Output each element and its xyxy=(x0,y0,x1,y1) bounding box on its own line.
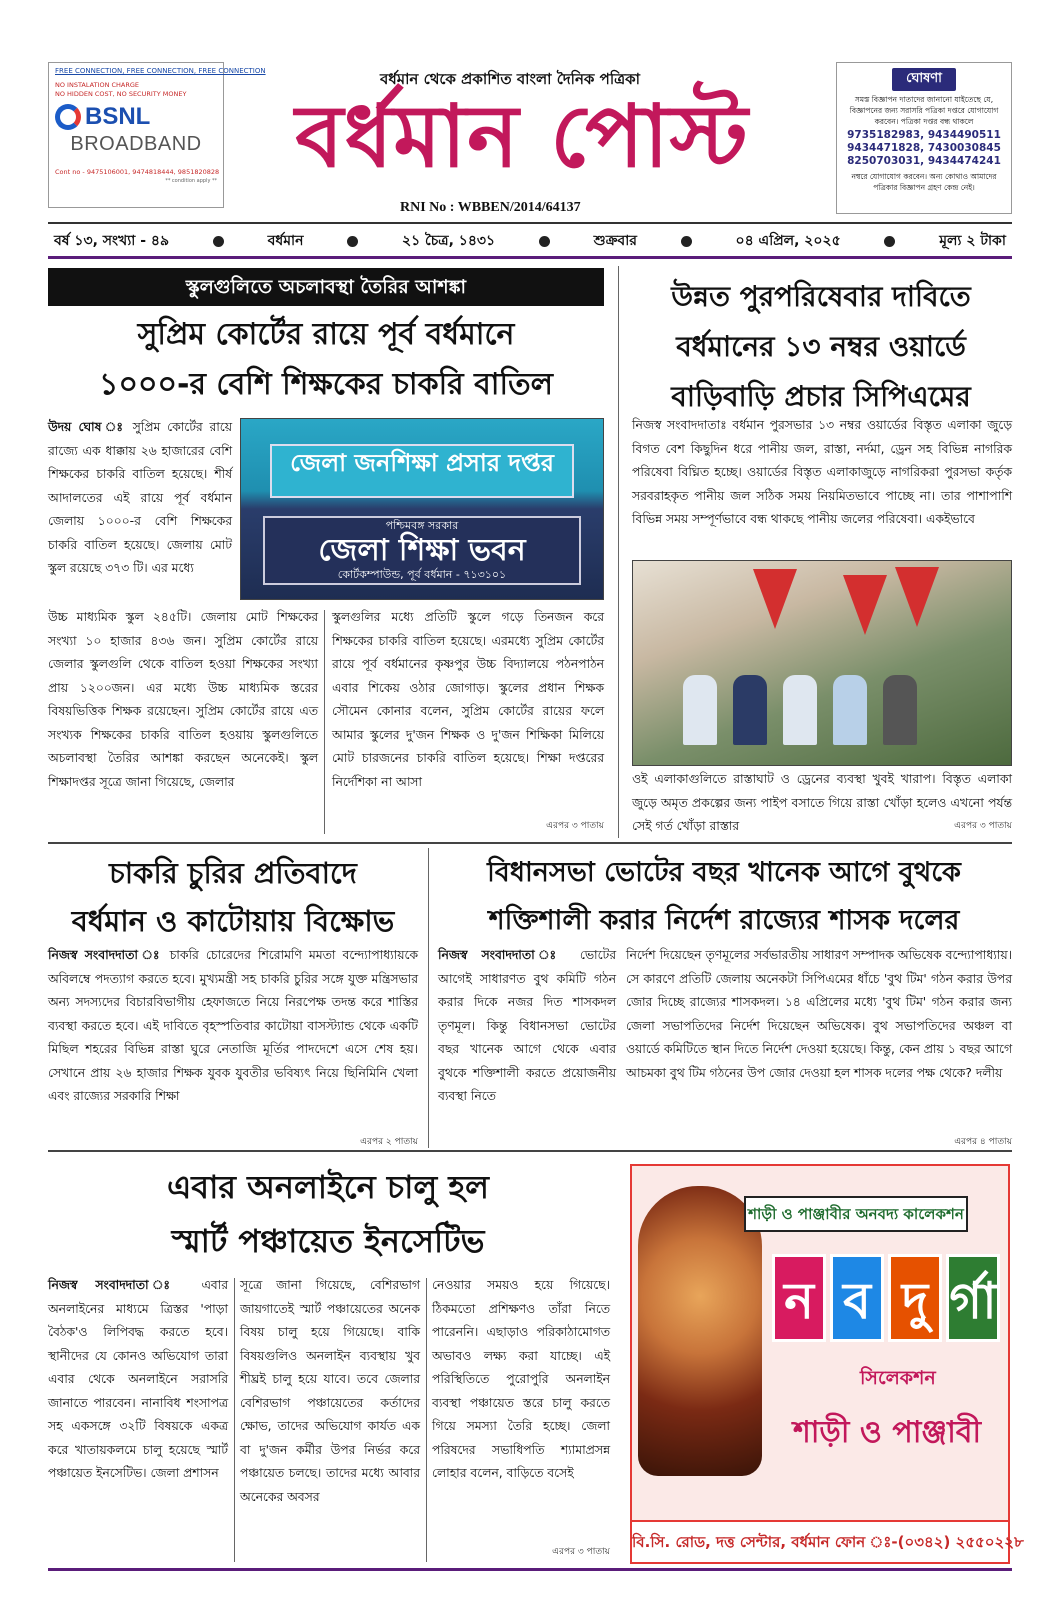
brand-letter: র্গা xyxy=(946,1254,1000,1342)
city: বর্ধমান xyxy=(267,233,304,249)
photo-sign-2-main: জেলা শিক্ষা ভবন xyxy=(318,533,526,569)
story5-col1-text: এবার অনলাইনের মাধ্যমে ত্রিস্তর 'পাড়া বৈঠক'ও লিপিবদ্ধ করতে হবে। স্থানীদের যে কোনও অভিযোগ তারা এবার থেকে অনলাইনে সরাসরি জানাতে পারবেন। নানাবিধ শংসাপত্র সহ একসঙ্গে ৩২টি বিষয়কে একত্র করে খাতায়কলমে চালু হয়েছে স্মার্ট পঞ্চায়েত ইনসেটিভ। জেলা প্রশাসন xyxy=(48,1278,228,1480)
bullet-icon xyxy=(539,236,550,247)
photo-sign-2-bottom: কোর্টকম্পাউন্ড, পূর্ব বর্ধমান - ৭১৩১০১ xyxy=(337,568,507,582)
story1-col1: উচ্চ মাধ্যমিক স্কুল ২৪৫টি। জেলায় মোট শিক্ষকের সংখ্যা ১০ হাজার ৪৩৬ জন। সুপ্রিম কোর্টের রায়ে জেলার স্কুলগুলি থেকে বাতিল হওয়া শিক্ষকের সংখ্যা প্রায় ১২০০জন। এর মধ্যে উচ্চ মাধ্যমিক স্তরের বিষয়ভিত্তিক শিক্ষক রয়েছেন। সুপ্রিম কোর্টের রায়ে এত সংখ্যক শিক্ষকের চাকরি বাতিল হওয়ায় স্কুলগুলিতে অচলাবস্থা তৈরির আশঙ্কা করছেন অনেকেই। স্কুল শিক্ষাদপ্তর সূত্রে জানা গিয়েছে, জেলার xyxy=(48,610,318,789)
story1-byline: উদয় ঘোষ ঃ xyxy=(48,420,126,434)
column-divider xyxy=(324,610,325,834)
issue-number: বর্ষ ১৩, সংখ্যা - ৪৯ xyxy=(54,233,170,249)
story1-photo xyxy=(240,418,604,600)
saree-ad xyxy=(630,1164,1024,1564)
story2-tail: ওই এলাকাগুলিতে রাস্তাঘাট ও ড্রেনের ব্যবস্থা খুবই খারাপ। বিস্তৃত এলাকা জুড়ে অমৃত প্রকল্পের জন্য পাইপ বসাতে গিয়ে রাস্তা খোঁড়া হলেও এখনো পর্যন্ত সেই গর্ত খোঁড়া রাস্তার xyxy=(632,772,1012,833)
section-divider xyxy=(428,848,429,1148)
newspaper-name: বর্ধমান পোস্ট xyxy=(295,87,749,187)
person-figure xyxy=(833,675,867,745)
brand-letter: ন xyxy=(772,1254,826,1342)
story2-lead: নিজস্ব সংবাদদাতাঃ বর্ধমান পুরসভার ১৩ নম্বর ওয়ার্ডের বিস্তৃত এলাকা জুড়ে বিগত বেশ কিছুদিন ধরে পানীয় জল, রাস্তা, নর্দমা, ড্রেন সহ বিভিন্ন নাগরিক পরিষেবা বিঘ্নিত হচ্ছে। ওয়ার্ডের বিস্তৃত এলাকাজুড়ে নাগরিকরা পুরসভা কর্তৃক সরবরাহকৃত পানীয় জল সঠিক সময় নিয়মিতভাবে পাচ্ছে না। তার পাশাপাশি বিভিন্ন সময় সম্পূর্ণভাবে বন্ধ থাকছে পানীয় জলের পরিষেবা। একইভাবে xyxy=(632,418,1012,526)
story2-headline-3: বাড়িবাড়ি প্রচার সিপিএমের xyxy=(671,380,971,413)
bsnl-logo xyxy=(55,103,217,131)
story4-col1 xyxy=(438,944,616,1144)
masthead-tagline: বর্ধমান থেকে প্রকাশিত বাংলা দৈনিক পত্রিকা xyxy=(380,70,640,88)
section-rule xyxy=(48,1150,1012,1152)
bullet-icon xyxy=(884,236,895,247)
story1-headline-1: সুপ্রিম কোর্টের রায়ে পূর্ব বর্ধমানে xyxy=(137,317,515,352)
story5-headline-1: এবার অনলাইনে চালু হল xyxy=(166,1168,490,1206)
story4-byline: নিজস্ব সংবাদদাতা ঃ xyxy=(438,948,567,962)
bsnl-swirl-icon xyxy=(55,104,81,130)
story5-col1 xyxy=(48,1274,228,1564)
rni-number: RNI No : WBBEN/2014/64137 xyxy=(400,200,581,215)
story2-photo xyxy=(632,560,1012,766)
ad-address: বি.সি. রোড, দত্ত সেন্টার, বর্ধমান ফোন ঃ-(০৩৪২) ২৫৫০২২৮ xyxy=(632,1520,1008,1562)
story4-continued: এরপর ৪ পাতায় xyxy=(954,1137,1012,1147)
story2-continued: এরপর ৩ পাতায় xyxy=(954,821,1012,831)
masthead-rule xyxy=(48,222,1012,224)
person-figure xyxy=(683,675,717,745)
person-figure xyxy=(783,675,817,745)
notice-phone-1: 9735182983, 9434490511 xyxy=(847,129,1001,141)
story1-kicker: স্কুলগুলিতে অচলাবস্থা তৈরির আশঙ্কা xyxy=(48,268,604,306)
notice-phone-2: 9434471828, 7430030845 xyxy=(847,142,1001,154)
story1-continued: এরপর ৩ পাতায় xyxy=(546,821,604,831)
price: মূল্য ২ টাকা xyxy=(939,233,1006,249)
bengali-date: ২১ চৈত্র, ১৪৩১ xyxy=(402,233,496,249)
bsnl-ad xyxy=(48,62,266,208)
column-divider xyxy=(426,1278,427,1562)
story5-headline-2: স্মার্ট পঞ্চায়েত ইনসেটিভ xyxy=(171,1222,485,1260)
bullet-icon xyxy=(681,236,692,247)
brand-letters xyxy=(772,1254,1000,1342)
ad-line1: NO INSTALATION CHARGE xyxy=(55,81,140,89)
broadband-label: BROADBAND xyxy=(70,133,202,155)
ad-condition: ** condition apply ** xyxy=(165,178,217,184)
person-figure xyxy=(883,675,917,745)
story5-col3: নেওয়ার সময়ও হয়ে গিয়েছে। ঠিকমতো প্রশিক্ষণও তাঁরা নিতে পারেননি। এছাড়াও পরিকাঠামোগত অভাবও লক্ষ্য করা যাচ্ছে। এই পরিস্থিতিতে পুরোপুরি অনলাইন ব্যবস্থা পঞ্চায়েত স্তরে চালু করতে গিয়ে সমস্যা তৈরি হচ্ছে। জেলা পরিষদের সভাধিপতি শ্যামাপ্রসন্ন লোহার বলেন, বাড়িতে বসেই xyxy=(432,1278,610,1480)
story1-col2: স্কুলগুলির মধ্যে প্রতিটি স্কুলে গড়ে তিনজন করে শিক্ষকের চাকরি বাতিল হয়েছে। এরমধ্যে সুপ্রিম কোর্টের রায়ে পূর্ব বর্ধমানের কৃষ্ণপুর উচ্চ বিদ্যালয়ে পঠনপাঠন এবার শিকেয় ওঠার জোগাড়। স্কুলের প্রধান শিক্ষক সৌমেন কোনার বলেন, সুপ্রিম কোর্টের রায়ের ফলে আমার স্কুলের দু'জন শিক্ষক ও দু'জন শিক্ষিকা মিলিয়ে মোট চারজনের চাকরি বাতিল হয়েছে। শিক্ষা দপ্তরের নির্দেশিকা না আসা xyxy=(332,610,604,789)
date-bar xyxy=(48,228,1012,254)
story2-headline-1: উন্নত পুরপরিষেবার দাবিতে xyxy=(671,280,971,313)
section-divider xyxy=(618,266,619,838)
notice-heading: ঘোষণা xyxy=(892,68,956,91)
story3-text: চাকরি চোরেদের শিরোমণি মমতা বন্দ্যোপাধ্যায়কে অবিলম্বে পদত্যাগ করতে হবে। মুখ্যমন্ত্রী সহ চাকরি চুরির সঙ্গে যুক্ত মন্ত্রিসভার অন্য সদস্যদের বিচারবিভাগীয় হেফাজতে নিয়ে নিরপেক্ষ তদন্ত করে শাস্তির ব্যবস্থা করতে হবে। এই দাবিতে বৃহস্পতিবার কাটোয়া বাসস্ট্যান্ড থেকে একটি মিছিল শহরের বিভিন্ন রাস্তা ঘুরে নেতাজি মূর্তির পাদদেশে এসে শেষ হয়। সেখানে প্রায় ২৬ হাজার শিক্ষক যুবক যুবতীর ভবিষ্যৎ নিয়ে ছিনিমিনি খেলা এবং রাজ্যের সরকারি শিক্ষা xyxy=(48,948,418,1103)
photo-sign-2 xyxy=(263,516,582,584)
story3-body xyxy=(48,944,418,1134)
footer-rule xyxy=(48,1568,1012,1571)
notice-phone-3: 8250703031, 9434474241 xyxy=(847,155,1001,167)
story4-col1-text: ভোটের আগেই সাধারণত বুথ কমিটি গঠন করার দিকে নজর দিত শাসকদল তৃণমূল। কিন্তু বিধানসভা ভোটের বছর খানেক আগে থেকে এবার বুথকে শক্তিশালী করতে প্রয়োজনীয় ব্যবস্থা নিতে xyxy=(438,948,616,1103)
brand-letter: দু xyxy=(888,1254,942,1342)
story2-headline-2: বর্ধমানের ১৩ নম্বর ওয়ার্ডে xyxy=(676,330,966,363)
story3-continued: এরপর ২ পাতায় xyxy=(360,1137,418,1147)
flag-icon xyxy=(895,567,939,627)
photo-sign-1: জেলা জনশিক্ষা প্রসার দপ্তর xyxy=(270,444,574,498)
notice-text-1: সমস্ত বিজ্ঞাপন দাতাদের জানানো যাইতেছে যে, বিজ্ঞাপনের জন্য সরাসরি পত্রিকা দপ্তরে যোগাযোগ করবেন। পত্রিকা দপ্তর বন্ধ থাকলে xyxy=(849,95,999,126)
story1-headline-2: ১০০০-র বেশি শিক্ষকের চাকরি বাতিল xyxy=(99,367,553,402)
story4-headline-2: শক্তিশালী করার নির্দেশ রাজ্যের শাসক দলের xyxy=(488,905,960,936)
brand-letter: ব xyxy=(830,1254,884,1342)
story3-byline: নিজস্ব সংবাদদাতা ঃ xyxy=(48,948,163,962)
section-rule xyxy=(48,842,1012,844)
flag-icon xyxy=(753,569,797,629)
story5-byline: নিজস্ব সংবাদদাতা ঃ xyxy=(48,1278,184,1292)
story3-headline-1: চাকরি চুরির প্রতিবাদে xyxy=(109,856,357,890)
bsnl-brand: BSNL xyxy=(85,103,151,130)
date-bar-rule xyxy=(48,256,1012,259)
ad-contact: Cont no - 9475106001, 9474818444, 9851820828 xyxy=(55,168,220,176)
story1-lead xyxy=(48,416,232,604)
person-figure xyxy=(733,675,767,745)
weekday: শুক্রবার xyxy=(593,233,637,249)
column-divider xyxy=(234,1278,235,1562)
notice-text-2: নম্বরে যোগাযোগ করবেন। অন্য কোথাও আমাদের পত্রিকার বিজ্ঞাপন গ্রহণ কেন্দ্র নেই। xyxy=(851,172,997,192)
ad-selection: সিলেকশন xyxy=(860,1367,936,1389)
bullet-icon xyxy=(213,236,224,247)
story3-headline-2: বর্ধমান ও কাটোয়ায় বিক্ষোভ xyxy=(71,904,395,938)
ad-product: শাড়ী ও পাঞ্জাবী xyxy=(792,1415,982,1450)
gregorian-date: ০৪ এপ্রিল, ২০২৫ xyxy=(735,233,841,249)
story1-lead-text: সুপ্রিম কোর্টের রায়ে রাজ্যে এক ধাক্কায় ২৬ হাজারের বেশি শিক্ষকের চাকরি বাতিল হয়েছে। শীর্ষ আদালতের এই রায়ে পূর্ব বর্ধমান জেলায় ১০০০-র বেশি শিক্ষকের চাকরি বাতিল হয়েছে। জেলায় মোট স্কুল রয়েছে ৩৭৩ টি। এর মধ্যে xyxy=(48,420,232,575)
bullet-icon xyxy=(347,236,358,247)
story5-continued: এরপর ৩ পাতায় xyxy=(552,1547,610,1557)
photo-sign-2-top: পশ্চিমবঙ্গ সরকার xyxy=(385,519,459,533)
ad-tagline: শাড়ী ও পাঞ্জাবীর অনবদ্য কালেকশন xyxy=(744,1196,968,1232)
ad-line2: NO HIDDEN COST, NO SECURITY MONEY xyxy=(55,90,187,98)
story5-col2: সূত্রে জানা গিয়েছে, বেশিরভাগ জায়গাতেই স্মার্ট পঞ্চায়েতের অনেক বিষয় চালু হয়ে গিয়েছে। বাকি বিষয়গুলিও অনলাইন ব্যবস্থায় খুব শীঘ্রই চালু হয়ে যাবে। তবে জেলার বেশিরভাগ পঞ্চায়েতের কর্তাদের ক্ষোভ, তাদের অভিযোগ কার্যত এক বা দু'জন কর্মীর উপর নির্ভর করে পঞ্চায়েত চলছে। তাদের মধ্যে আবার অনেকের অবসর xyxy=(240,1278,420,1504)
story4-headline-1: বিধানসভা ভোটের বছর খানেক আগে বুথকে xyxy=(487,857,961,888)
story4-col2: নির্দেশ দিয়েছেন তৃণমূলের সর্বভারতীয় সাধারণ সম্পাদক অভিষেক বন্দ্যোপাধ্যায়। সে কারণে প্রতিটি জেলায় অনেকটা সিপিএমের ধাঁচে 'বুথ টিম' গঠন করার উপর জোর দিচ্ছে রাজ্যের শাসকদল। ১৪ এপ্রিলের মধ্যে 'বুথ টিম' গঠন করার জন্য জেলা সভাপতিদের নির্দেশ দিয়েছেন অভিষেক। বুথ সভাপতিদের অঞ্চল বা ওয়ার্ডে কমিটিতে স্থান দিতে নির্দেশ দেওয়া হয়েছে। কিন্তু, কেন প্রায় ১ বছর আগে আচমকা বুথ টিম গঠনের উপ জোর দেওয়া হল শাসক দলের পক্ষ থেকে? দলীয় xyxy=(626,948,1012,1080)
ad-top-line: FREE CONNECTION, FREE CONNECTION, FREE CONNECTION xyxy=(55,67,266,75)
notice-box xyxy=(836,62,1012,214)
flag-icon xyxy=(843,575,887,635)
